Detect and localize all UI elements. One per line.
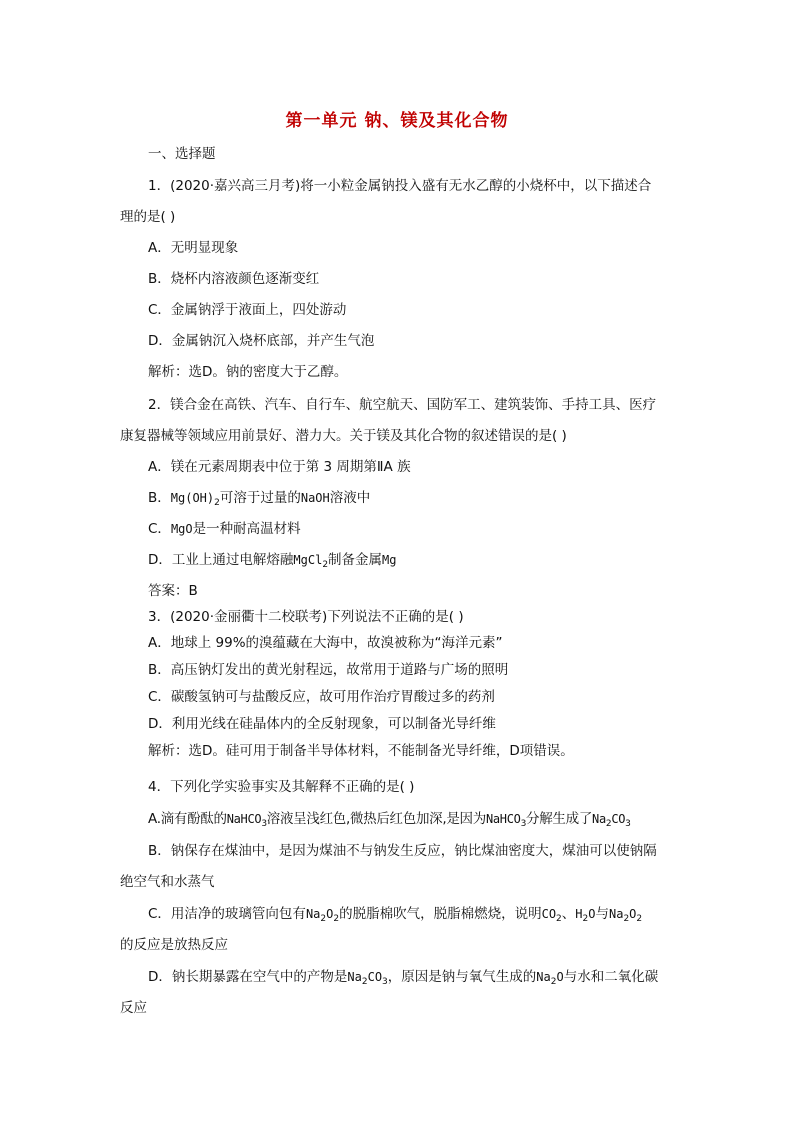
q3-analysis: 解析：选D。硅可用于制备半导体材料，不能制备光导纤维，D项错误。 bbox=[148, 743, 574, 759]
q2-option-a: A．镁在元素周期表中位于第 3 周期第ⅡA 族 bbox=[148, 459, 411, 475]
q2-option-c: C．MgO是一种耐高温材料 bbox=[148, 521, 301, 537]
q1-option-d: D．金属钠沉入烧杯底部，并产生气泡 bbox=[148, 333, 375, 349]
q3-option-b: B．高压钠灯发出的黄光射程远，故常用于道路与广场的照明 bbox=[148, 662, 509, 678]
q4-option-a: A.滴有酚酞的NaHCO$_3$溶液呈浅红色,微热后红色加深,是因为NaHCO$_3$分解生成了$Na_2CO_3$ bbox=[148, 811, 631, 829]
q2-answer: 答案：B bbox=[148, 583, 198, 599]
q3-option-a: A．地球上 99%的溴蕴藏在大海中，故溴被称为“海洋元素” bbox=[148, 635, 503, 651]
q4-option-b-line2: 绝空气和水蒸气 bbox=[120, 874, 215, 890]
page-title: 第一单元 钠、镁及其化合物 bbox=[285, 111, 509, 131]
q4-stem: 4．下列化学实验事实及其解释不正确的是( ) bbox=[148, 779, 415, 795]
q3-option-d: D．利用光线在硅晶体内的全反射现象，可以制备光导纤维 bbox=[148, 716, 496, 732]
q3-option-c: C．碳酸氢钠可与盐酸反应，故可用作治疗胃酸过多的药剂 bbox=[148, 689, 495, 705]
q1-stem-line2: 理的是( ) bbox=[120, 209, 176, 225]
section-heading: 一、选择题 bbox=[148, 146, 216, 162]
q3-stem: 3．(2020·金丽衢十二校联考)下列说法不正确的是( ) bbox=[148, 609, 464, 625]
q1-option-c: C．金属钠浮于液面上，四处游动 bbox=[148, 302, 347, 318]
q4-option-d-line1: D．钠长期暴露在空气中的产物是$Na_2CO_3$，原因是钠与氧气生成的$Na_2O$与水和二氧化碳 bbox=[148, 969, 659, 987]
q1-stem-line1: 1．(2020·嘉兴高三月考)将一小粒金属钠投入盛有无水乙醇的小烧杯中，以下描述合 bbox=[148, 178, 652, 194]
q4-option-d-line2: 反应 bbox=[120, 1000, 147, 1016]
q4-option-c-line2: 的反应是放热反应 bbox=[120, 937, 228, 953]
q4-option-c-line1: C．用洁净的玻璃管向包有$Na_2O_2$的脱脂棉吹气，脱脂棉燃烧，说明$CO_2$、$H_2O$与$Na_2O_2$ bbox=[148, 906, 643, 924]
q1-option-b: B．烧杯内溶液颜色逐渐变红 bbox=[148, 271, 320, 287]
q4-option-b-line1: B．钠保存在煤油中，是因为煤油不与钠发生反应，钠比煤油密度大，煤油可以使钠隔 bbox=[148, 843, 657, 859]
q1-option-a: A．无明显现象 bbox=[148, 240, 239, 256]
q2-option-b: B．$Mg(OH)_2$可溶于过量的NaOH溶液中 bbox=[148, 490, 371, 508]
q2-stem-line1: 2．镁合金在高铁、汽车、自行车、航空航天、国防军工、建筑装饰、手持工具、医疗 bbox=[148, 397, 657, 413]
q1-analysis: 解析：选D。钠的密度大于乙醇。 bbox=[148, 364, 348, 380]
q2-stem-line2: 康复器械等领域应用前景好、潜力大。关于镁及其化合物的叙述错误的是( ) bbox=[120, 428, 567, 444]
q2-option-d: D．工业上通过电解熔融MgCl$_2$制备金属Mg bbox=[148, 552, 397, 570]
